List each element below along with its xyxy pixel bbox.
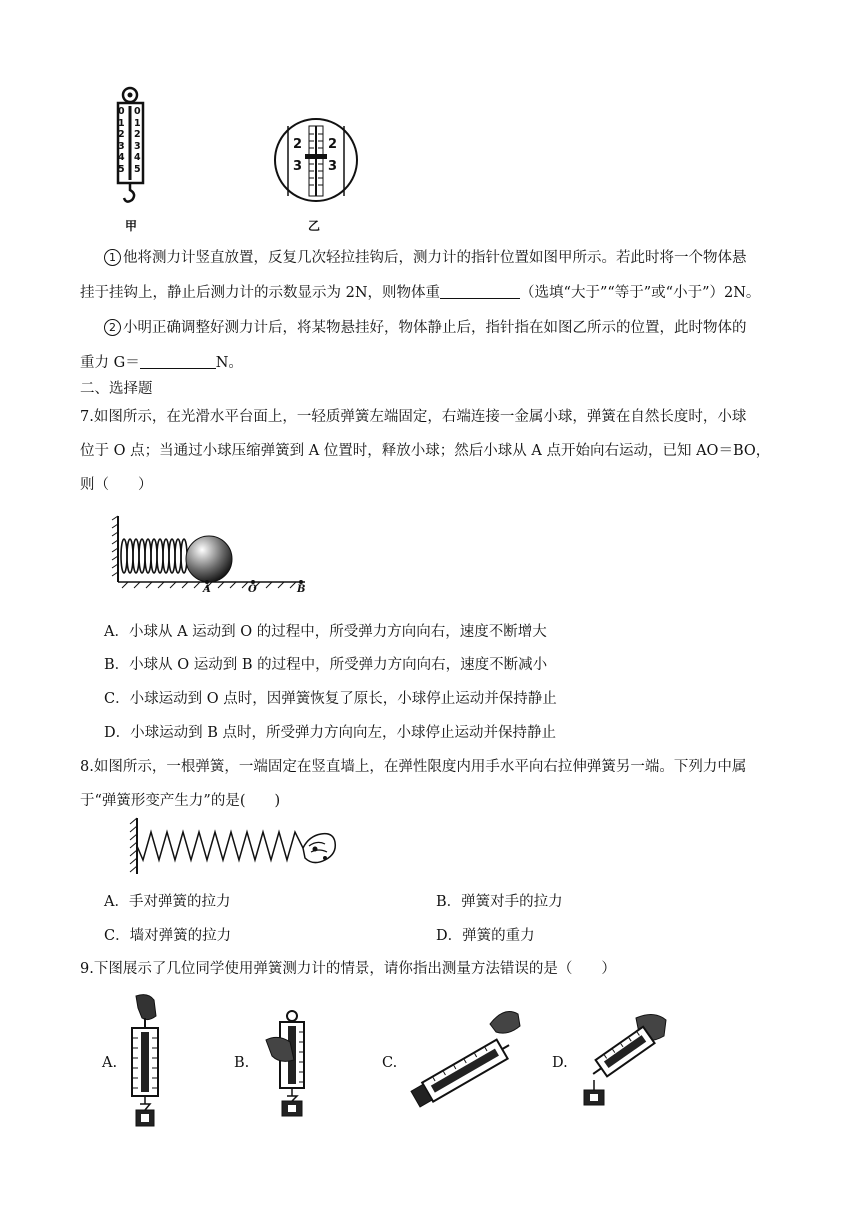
yi-scale-right-3: 3 bbox=[328, 159, 338, 174]
jia-scale-left-1: 1 bbox=[118, 117, 125, 129]
q7-option-c[interactable]: C．小球运动到 O 点时，因弹簧恢复了原长，小球停止运动并保持静止 bbox=[104, 691, 557, 707]
figure-yi-label: 乙 bbox=[308, 219, 321, 233]
q8-option-b[interactable]: B．弹簧对手的拉力 bbox=[436, 894, 563, 910]
circled-number-1: 1 bbox=[104, 249, 121, 266]
q6-answer-blank-2[interactable] bbox=[140, 354, 216, 369]
jia-scale-right-2: 2 bbox=[134, 129, 141, 141]
q8-option-d[interactable]: D．弹簧的重力 bbox=[436, 928, 535, 944]
q7-stem-line1: 7.如图所示，在光滑水平台面上，一轻质弹簧左端固定，右端连接一金属小球，弹簧在自然长度时，小球 bbox=[80, 409, 747, 425]
jia-scale-right-5: 5 bbox=[134, 163, 141, 175]
circled-number-2: 2 bbox=[104, 319, 121, 336]
jia-scale-right-3: 3 bbox=[134, 140, 141, 152]
q6-part2-line1: 2 小明正确调整好测力计后，将某物悬挂好，物体静止后，指针指在如图乙所示的位置，此时物体的 bbox=[104, 316, 747, 337]
jia-scale-right-4: 4 bbox=[134, 152, 141, 164]
q7-option-a[interactable]: A．小球从 A 运动到 O 的过程中，所受弹力方向向右，速度不断增大 bbox=[104, 624, 547, 640]
section-title: 二、选择题 bbox=[80, 381, 153, 397]
q6-part1-line2: 挂于挂钩上，静止后测力计的示数显示为 2N，则物体重 （选填“大于”“等于”或“小于”）2N。 bbox=[80, 285, 761, 301]
jia-scale-right-1: 1 bbox=[134, 117, 141, 129]
yi-scale-left-3: 3 bbox=[293, 159, 303, 174]
q8-option-a[interactable]: A．手对弹簧的拉力 bbox=[104, 894, 231, 910]
figure-jia-label: 甲 bbox=[125, 219, 138, 233]
q7-option-d[interactable]: D．小球运动到 B 点时，所受弹力方向向左，小球停止运动并保持静止 bbox=[104, 725, 556, 741]
jia-scale-left-3: 3 bbox=[118, 140, 125, 152]
q7-option-b[interactable]: B．小球从 O 运动到 B 的过程中，所受弹力方向向右，速度不断减小 bbox=[104, 657, 548, 673]
q9-label-b[interactable]: B. bbox=[234, 1055, 250, 1071]
q8-stem-line2: 于“弹簧形变产生力”的是( ) bbox=[80, 793, 281, 809]
jia-scale-left-5: 5 bbox=[118, 163, 125, 175]
q9-stem: 9.下图展示了几位同学使用弹簧测力计的情景，请你指出测量方法错误的是（ ） bbox=[80, 961, 616, 977]
yi-scale-left-2: 2 bbox=[293, 137, 303, 152]
jia-scale-right-0: 0 bbox=[134, 106, 141, 117]
figure-jia-spring-scale bbox=[108, 86, 156, 216]
yi-scale-right-2: 2 bbox=[328, 137, 338, 152]
q9-label-a[interactable]: A. bbox=[102, 1055, 118, 1071]
q7-point-b: B bbox=[297, 584, 306, 595]
jia-scale-left-0: 0 bbox=[118, 106, 125, 117]
q6-part2-line2: 重力 G＝ N。 bbox=[80, 355, 243, 371]
figure-q9-b-held-by-body[interactable] bbox=[264, 1010, 314, 1118]
figure-yi-magnified-scale bbox=[272, 112, 362, 212]
q7-point-o: O bbox=[248, 584, 257, 595]
q9-label-c[interactable]: C. bbox=[382, 1055, 398, 1071]
figure-q9-d-tilted-scale[interactable] bbox=[580, 1010, 670, 1108]
q9-label-d[interactable]: D. bbox=[552, 1055, 568, 1071]
q7-point-a: A bbox=[203, 584, 211, 595]
q6-answer-blank-1[interactable] bbox=[440, 284, 520, 299]
jia-scale-left-2: 2 bbox=[118, 129, 125, 141]
q8-stem-line1: 8.如图所示，一根弹簧，一端固定在竖直墙上，在弹性限度内用手水平向右拉伸弹簧另一端。下列力中属 bbox=[80, 759, 747, 775]
jia-scale-left-4: 4 bbox=[118, 152, 125, 164]
figure-q9-a-vertical-scale[interactable] bbox=[128, 992, 162, 1128]
figure-q8-hand-pulling-spring bbox=[125, 816, 340, 878]
q6-part1-line1: 1 他将测力计竖直放置，反复几次轻拉挂钩后，测力计的指针位置如图甲所示。若此时将一个物体悬 bbox=[104, 246, 747, 267]
q7-stem-line2: 位于 O 点；当通过小球压缩弹簧到 A 位置时，释放小球；然后小球从 A 点开始向右运动，已知 AO＝BO， bbox=[80, 443, 771, 459]
figure-q9-c-inclined-scale[interactable] bbox=[408, 1000, 526, 1118]
q8-option-c[interactable]: C．墙对弹簧的拉力 bbox=[104, 928, 232, 944]
q7-stem-line3: 则（ ） bbox=[80, 477, 153, 493]
